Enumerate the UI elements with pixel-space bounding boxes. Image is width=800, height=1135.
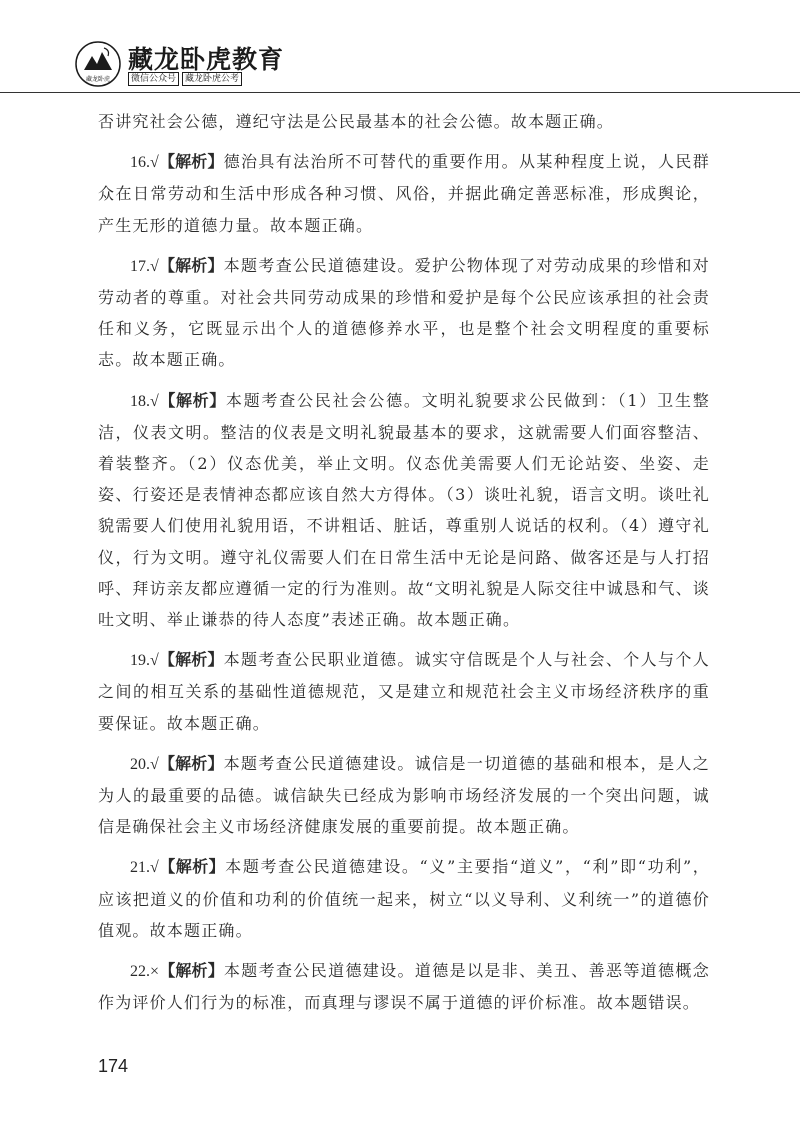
item-text: 本题考查公民道德建设。道德是以是非、美丑、善恶等道德概念作为评价人们行为的标准，而真理与谬误不属于道德的评价标准。故本题错误。 (98, 961, 710, 1013)
brand-subtitle (128, 72, 242, 86)
analysis-tag: 【解析】 (158, 152, 224, 172)
analysis-tag: 【解析】 (159, 961, 224, 981)
brand-sub-account: 藏龙卧虎公考 (182, 72, 242, 86)
item-text: 本题考查公民道德建设。爱护公物体现了对劳动成果的珍惜和对劳动者的尊重。对社会共同劳动成果的珍惜和爱护是每个公民应该承担的社会责任和义务，它既显示出个人的道德修养水平，也是整个社会文明程度的重要标志。故本题正确。 (98, 255, 710, 370)
answer-item-17 (98, 250, 710, 376)
answer-mark: √ (150, 257, 159, 275)
answer-mark: √ (150, 392, 159, 410)
item-text: 德治具有法治所不可替代的重要作用。从某种程度上说，人民群众在日常劳动和生活中形成各种习惯、风俗，并据此确定善恶标准，形成舆论，产生无形的道德力量。故本题正确。 (98, 152, 710, 235)
brand-title: 藏龙卧虎教育 (128, 45, 285, 74)
answer-mark: √ (150, 154, 159, 172)
answer-mark: √ (150, 859, 159, 877)
answer-explanations (98, 106, 710, 1027)
analysis-tag: 【解析】 (158, 857, 226, 877)
intro-paragraph: 否讲究社会公德，遵纪守法是公民最基本的社会公德。故本题正确。 (98, 112, 615, 131)
analysis-tag: 【解析】 (158, 390, 226, 410)
item-number: 22. (130, 963, 150, 981)
answer-item-18 (98, 385, 710, 636)
header-divider (0, 92, 800, 93)
item-text: 本题考查公民道德建设。“义”主要指“道义”，“利”即“功利”，应该把道义的价值和功利的价值统一起来，树立“以义导利、义利统一”的道德价值观。故本题正确。 (98, 857, 710, 940)
answer-mark: √ (150, 652, 159, 670)
item-text: 本题考查公民道德建设。诚信是一切道德的基础和根本，是人之为人的最重要的品德。诚信缺失已经成为影响市场经济发展的一个突出问题，诚信是确保社会主义市场经济健康发展的重要前提。故本题正确。 (98, 753, 710, 837)
item-number: 20. (130, 755, 150, 773)
item-number: 18. (130, 392, 150, 410)
answer-item-19 (98, 644, 710, 739)
analysis-tag: 【解析】 (158, 650, 224, 670)
item-number: 17. (130, 257, 150, 275)
item-number: 21. (130, 859, 150, 877)
analysis-tag: 【解析】 (158, 753, 224, 773)
analysis-tag: 【解析】 (158, 255, 224, 275)
page-header (0, 0, 800, 92)
page-number: 174 (98, 1056, 129, 1076)
brand-sub-wechat: 微信公众号 (128, 72, 179, 86)
answer-item-16 (98, 146, 710, 241)
answer-mark: × (150, 963, 160, 981)
logo-lettering: 藏龙卧虎 (85, 76, 111, 83)
answer-item-21 (98, 851, 710, 946)
item-number: 16. (130, 154, 150, 172)
tiger-logo-icon (74, 40, 122, 88)
answer-item-20 (98, 748, 710, 843)
item-text: 本题考查公民职业道德。诚实守信既是个人与社会、个人与个人之间的相互关系的基础性道德规范，又是建立和规范社会主义市场经济秩序的重要保证。故本题正确。 (98, 650, 710, 733)
answer-item-22 (98, 955, 710, 1018)
item-number: 19. (130, 652, 150, 670)
item-text: 本题考查公民社会公德。文明礼貌要求公民做到：（1）卫生整洁，仪表文明。整洁的仪表是文明礼貌最基本的要求，这就需要人们面容整洁、着装整齐。（2）仪态优美，举止文明。仪态优美需要人们无论站姿、坐姿、走姿、行姿还是表情神态都应该自然大方得体。（3）谈吐礼貌，语言文明。谈吐礼貌需要人们使用礼貌用语，不讲粗话、脏话，尊重别人说话的权利。（4）遵守礼仪，行为文明。遵守礼仪需要人们在日常生活中无论是问路、做客还是与人打招呼、拜访亲友都应遵循一定的行为准则。故“文明礼貌是人际交往中诚恳和气、谈吐文明、举止谦恭的待人态度”表述正确。故本题正确。 (98, 390, 710, 630)
answer-mark: √ (150, 755, 159, 773)
